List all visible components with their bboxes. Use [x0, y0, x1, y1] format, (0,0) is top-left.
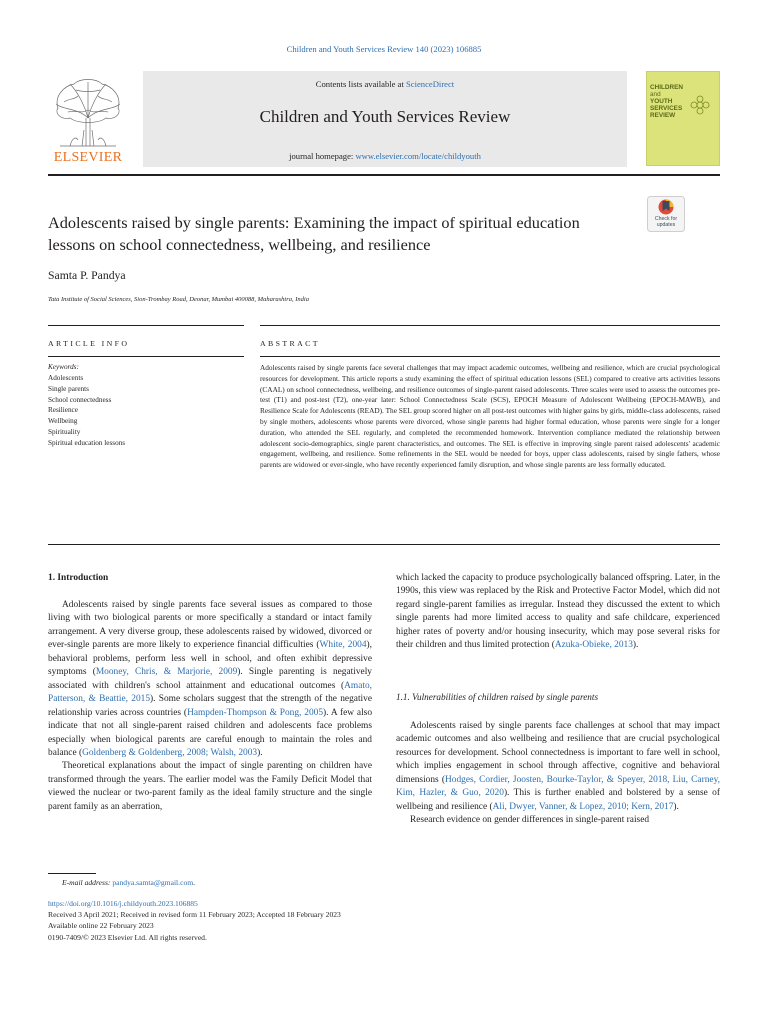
article-title: Adolescents raised by single parents: Examining the impact of spiritual education lessons on school connectedness, wellbeing, and resilience — [48, 213, 580, 254]
copyright-notice: 0190-7409/© 2023 Elsevier Ltd. All rights reserved. — [48, 932, 207, 942]
keyword-item: Spiritual education lessons — [48, 438, 126, 447]
citation-link[interactable]: Goldenberg & Goldenberg, 2008; Walsh, 2003 — [82, 747, 258, 758]
citation-link[interactable]: Amato, Patterson, & Beattie, 2015 — [48, 680, 372, 705]
citation-link[interactable]: Hodges, Cordier, Joosten, Bourke-Taylor, & Speyer, 2018, Liu, Carney, Kim, Hazler, & Guo, 2020 — [396, 774, 720, 799]
article-metadata — [48, 898, 341, 943]
abstract-heading: ABSTRACT — [260, 339, 320, 348]
article-info-rule-top — [48, 325, 244, 326]
body-column-left — [48, 599, 372, 814]
keyword-item: Resilience — [48, 406, 78, 415]
doi-link[interactable]: https://doi.org/10.1016/j.childyouth.2023.106885 — [48, 899, 198, 908]
abstract-bottom-rule — [48, 544, 720, 545]
journal-title: Children and Youth Services Review — [259, 107, 511, 126]
keyword-item: Single parents — [48, 384, 89, 393]
keywords-list — [48, 373, 125, 449]
contents-lists-line: Contents lists available at ScienceDirect — [315, 79, 455, 89]
keyword-item: Wellbeing — [48, 417, 78, 426]
citation-link[interactable]: Azuka-Obieke, 2013 — [554, 640, 633, 651]
journal-homepage-line: journal homepage: www.elsevier.com/locate/childyouth — [289, 151, 481, 161]
footnote-rule — [48, 873, 96, 874]
cover-title-text: CHILDREN and YOUTH SERVICES REVIEW — [650, 84, 684, 119]
email-link[interactable]: pandya.samta@gmail.com — [112, 878, 194, 887]
abstract-text: Adolescents raised by single parents face several challenges that may impact academic outcomes, wellbeing and resilience, which are crucial psychological resources for development. This article reports a study examining the effect of spiritual education lessons (SEL) compared to creative arts activities lessons (CAAL) on school connectedness, wellbeing, and resilience outcomes of single-parent raised adolescents. Three scales were used to assess the outcomes pre-test (T1) and post-test (T2), one-year later: School Connectedness Scale (SCS), EPOCH Measure of Adolescent Wellbeing (EPOCH-MAWB), and Resilience Scale for Adolescents (READ). The SEL group scored higher on all post-test outcomes with higher gains by girls, middle-class adolescents, raised by single mothers, adolescents whose parents were divorced, whose single parents had higher formal education, whose parents were single for a longer duration, who attended the SEL regularly, and completed the recommended homework. Intervention compliance mediated the relationship between adolescent socio-demographics, single parent characteristics, and outcomes. The SEL is effective in improving single parent raised adolescents' academic engagement, wellbeing, and resilience. Some refinements in the SEL would be needed for boys, upper class adolescents, raised by single fathers, whose parents are widowed or ever-single, who have recently experienced family disruption, and whose single parents are less formally educated. — [260, 363, 720, 470]
abstract-rule-bottom — [260, 356, 720, 357]
section-heading-introduction: 1. Introduction — [48, 573, 109, 583]
header-rule — [48, 174, 720, 176]
paragraph: Adolescents raised by single parents face challenges at school that may impact academic outcomes and also wellbeing and resilience that are crucial psychological resources for development. School connectedness is important to fare well in school, which implies engagement in school through affective, cognitive and behavioral dimensions (Hodges, Cordier, Joosten, Bourke-Taylor, & Speyer, 2018, Liu, Carney, Kim, Hazler, & Guo, 2020). This is further enabled and bolstered by a sense of wellbeing and resilience (Ali, Dwyer, Vanner, & Lopez, 2010; Kern, 2017). — [396, 721, 720, 812]
keyword-item: School connectedness — [48, 395, 112, 404]
author-name[interactable]: Samta P. Pandya — [48, 269, 126, 282]
citation-link[interactable]: Mooney, Chris, & Marjorie, 2009 — [95, 667, 238, 678]
article-info-heading: ARTICLE INFO — [48, 339, 130, 348]
body-column-right-continued — [396, 720, 720, 828]
citation-link[interactable]: Ali, Dwyer, Vanner, & Lopez, 2010; Kern, 2017 — [492, 801, 674, 812]
paragraph: Adolescents raised by single parents face several issues as compared to those living with two biological parents or more specifically a standard or intact family arrangement. A very diverse group, these adolescents raised by widowed, divorced or ever-single parents are more likely to experience financial difficulties (White, 2004), behavioral problems, perform less well in school, and often exhibit depressive symptoms (Mooney, Chris, & Marjorie, 2009). Single parenting is negatively associated with children's school attainment and educational outcomes (Amato, Patterson, & Beattie, 2015). Some scholars suggest that the strength of the negative relationship varies across countries (Hampden-Thompson & Pong, 2005). A few also indicate that not all single-parent raised children and adolescents face problems especially when biological parents are careful enough to maintain the roles and balance (Goldenberg & Goldenberg, 2008; Walsh, 2003). — [48, 600, 373, 758]
subsection-heading: 1.1. Vulnerabilities of children raised by single parents — [396, 692, 599, 702]
check-for-updates-badge[interactable] — [647, 196, 685, 232]
received-dates: Received 3 April 2021; Received in revised form 11 February 2023; Accepted 18 February 2023 — [48, 910, 341, 920]
paragraph: which lacked the capacity to produce psychologically balanced offspring. Later, in the 1990s, this view was replaced by the Risk and Protective Factor Model, which did not regard single-parent families as irregular. Instead they discussed the extent to which single parents had more limited access to quality and safe childcare, experienced higher rates of poverty and/or housing insecurity, which may pose several risks for their children and thus limited protection (Azuka-Obieke, 2013). — [396, 573, 720, 651]
keywords-label: Keywords: — [48, 363, 79, 371]
journal-citation-link[interactable]: Children and Youth Services Review 140 (2023) 106885 — [286, 44, 482, 54]
available-online-date: Available online 22 February 2023 — [48, 921, 154, 931]
abstract-rule-top — [260, 325, 720, 326]
sciencedirect-link[interactable]: ScienceDirect — [406, 79, 455, 89]
elsevier-wordmark: ELSEVIER — [53, 150, 123, 165]
citation-link[interactable]: Hampden-Thompson & Pong, 2005 — [187, 707, 324, 718]
paragraph: Research evidence on gender differences in single-parent raised — [410, 815, 650, 826]
keyword-item: Adolescents — [48, 374, 84, 382]
journal-homepage-link[interactable]: www.elsevier.com/locate/childyouth — [355, 151, 481, 161]
email-footnote: E-mail address: pandya.samta@gmail.com. — [62, 878, 196, 887]
crossmark-label: Check for updates — [654, 216, 678, 228]
citation-link[interactable]: White, 2004 — [319, 640, 367, 651]
paragraph: Theoretical explanations about the impact of single parenting on children have transformed through the years. The earlier model was the Family Deficit Model that viewed the nuclear or two-parent family as the ideal family structure and the single parent family as an aberration, — [48, 761, 372, 812]
keyword-item: Spirituality — [48, 427, 81, 436]
article-info-rule-bottom — [48, 356, 244, 357]
author-affiliation: Tata Institute of Social Sciences, Sion-Trombay Road, Deonar, Mumbai 400088, Maharashtra, India — [48, 296, 309, 303]
body-column-right — [396, 572, 720, 653]
